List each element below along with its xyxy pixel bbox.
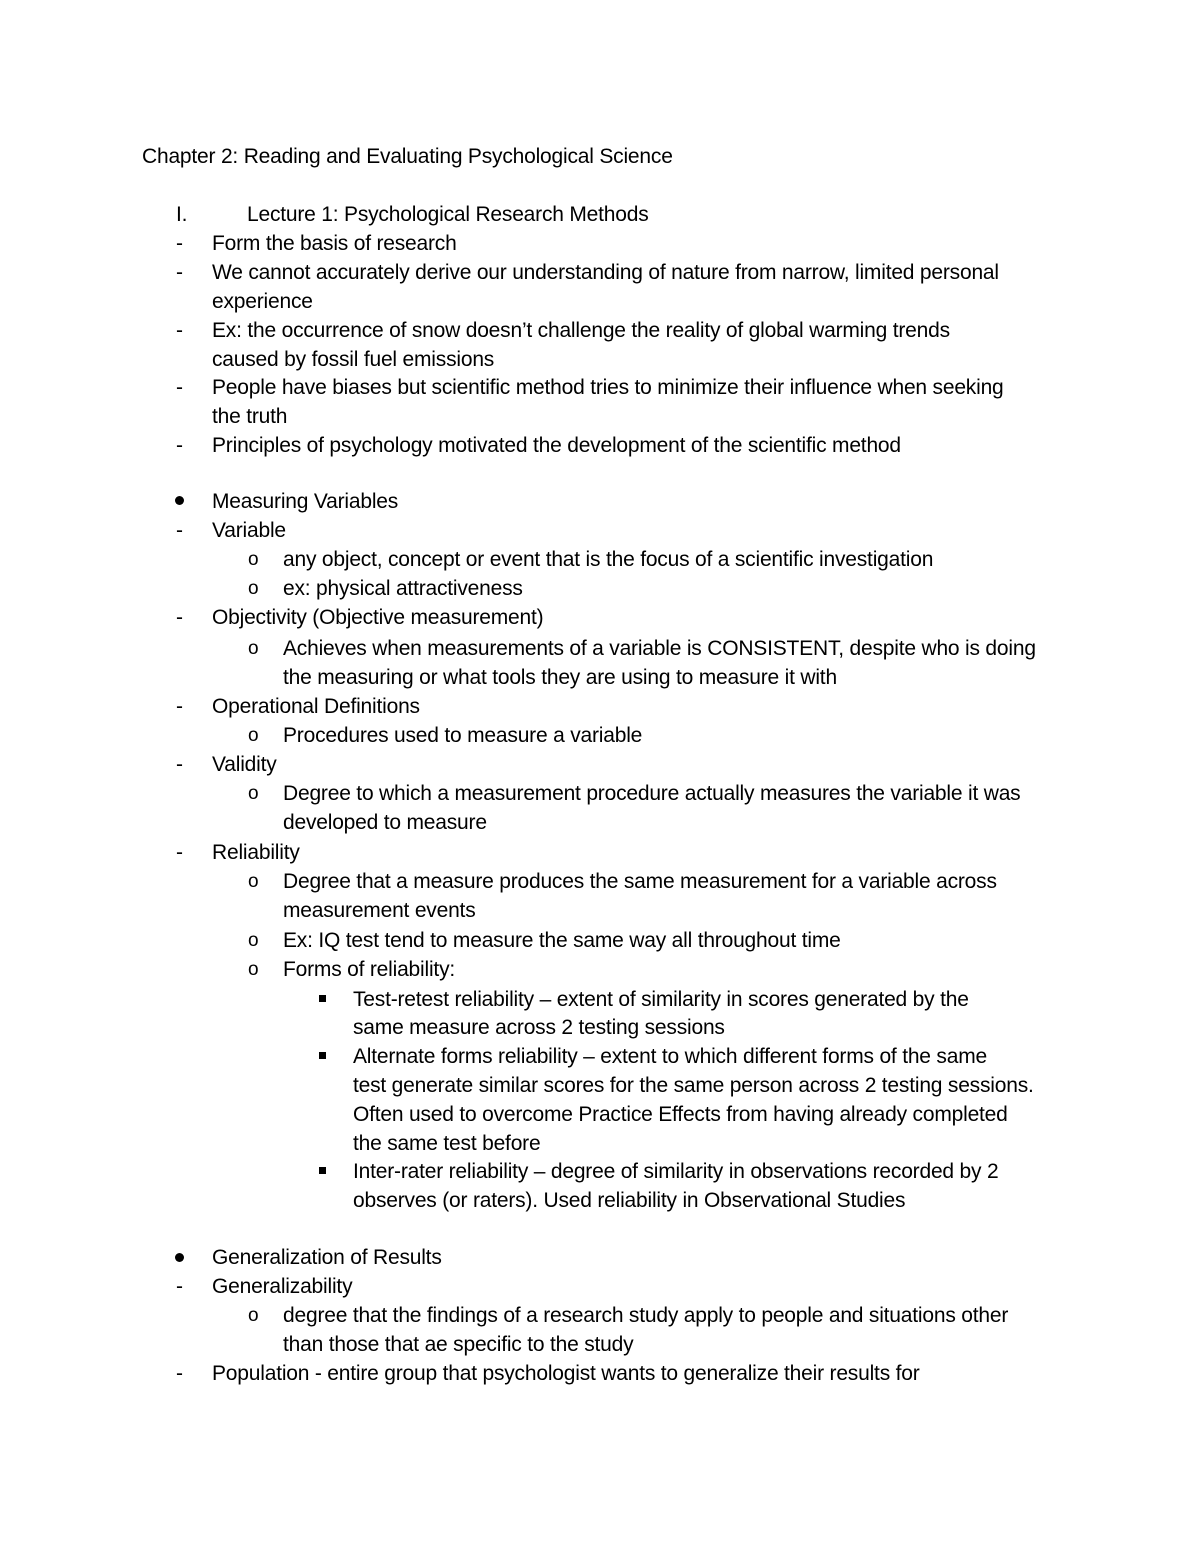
circle-bullet-icon: o <box>248 549 259 570</box>
bullet-dot-icon <box>175 1253 184 1262</box>
dash-marker: - <box>176 261 183 284</box>
dash-marker: - <box>176 753 183 776</box>
circle-bullet-icon: o <box>248 1305 259 1326</box>
list-item: Ex: the occurrence of snow doesn’t challenge the reality of global warming trends <box>212 319 950 342</box>
nested-item-continuation: the same test before <box>353 1132 541 1155</box>
dash-marker: - <box>176 606 183 629</box>
nested-item: Test-retest reliability – extent of similarity in scores generated by the <box>353 988 969 1011</box>
circle-bullet-icon: o <box>248 930 259 951</box>
nested-item-continuation: test generate similar scores for the same person across 2 testing sessions. <box>353 1074 1034 1097</box>
sub-item: any object, concept or event that is the focus of a scientific investigation <box>283 548 934 571</box>
circle-bullet-icon: o <box>248 578 259 599</box>
dash-marker: - <box>176 841 183 864</box>
list-item-continuation: experience <box>212 290 313 313</box>
sub-item: ex: physical attractiveness <box>283 577 523 600</box>
sub-item-continuation: than those that ae specific to the study <box>283 1333 634 1356</box>
sub-item-continuation: developed to measure <box>283 811 487 834</box>
dash-marker: - <box>176 519 183 542</box>
dash-marker: - <box>176 1275 183 1298</box>
dash-marker: - <box>176 232 183 255</box>
sub-item: Ex: IQ test tend to measure the same way all throughout time <box>283 929 841 952</box>
list-item: Generalizability <box>212 1275 353 1298</box>
nested-item-continuation: observes (or raters). Used reliability in Observational Studies <box>353 1189 906 1212</box>
nested-item-continuation: Often used to overcome Practice Effects from having already completed <box>353 1103 1008 1126</box>
nested-item: Inter-rater reliability – degree of similarity in observations recorded by 2 <box>353 1160 999 1183</box>
section-heading-generalization: Generalization of Results <box>212 1246 442 1269</box>
list-item: Form the basis of research <box>212 232 457 255</box>
circle-bullet-icon: o <box>248 783 259 804</box>
circle-bullet-icon: o <box>248 959 259 980</box>
list-item: Variable <box>212 519 286 542</box>
nested-item-continuation: same measure across 2 testing sessions <box>353 1016 725 1039</box>
sub-item: Procedures used to measure a variable <box>283 724 643 747</box>
list-item: Operational Definitions <box>212 695 420 718</box>
sub-item: degree that the findings of a research study apply to people and situations other <box>283 1304 1009 1327</box>
list-item-continuation: caused by fossil fuel emissions <box>212 348 495 371</box>
section-heading-measuring: Measuring Variables <box>212 490 399 513</box>
list-item: We cannot accurately derive our understanding of nature from narrow, limited personal <box>212 261 999 284</box>
section-numeral: I. <box>176 203 188 226</box>
sub-item-continuation: the measuring or what tools they are using to measure it with <box>283 666 837 689</box>
sub-item: Degree that a measure produces the same measurement for a variable across <box>283 870 997 893</box>
list-item: People have biases but scientific method tries to minimize their influence when seeking <box>212 376 1004 399</box>
dash-marker: - <box>176 376 183 399</box>
list-item: Principles of psychology motivated the development of the scientific method <box>212 434 901 457</box>
square-bullet-icon <box>319 1052 326 1059</box>
sub-item-continuation: measurement events <box>283 899 476 922</box>
sub-item: Forms of reliability: <box>283 958 456 981</box>
sub-item: Degree to which a measurement procedure actually measures the variable it was <box>283 782 1021 805</box>
square-bullet-icon <box>319 995 326 1002</box>
circle-bullet-icon: o <box>248 871 259 892</box>
sub-item: Achieves when measurements of a variable is CONSISTENT, despite who is doing <box>283 637 1036 660</box>
page-title: Chapter 2: Reading and Evaluating Psychological Science <box>142 145 673 168</box>
section-title: Lecture 1: Psychological Research Methods <box>247 203 649 226</box>
dash-marker: - <box>176 695 183 718</box>
dash-marker: - <box>176 434 183 457</box>
nested-item: Alternate forms reliability – extent to which different forms of the same <box>353 1045 987 1068</box>
bullet-dot-icon <box>175 496 184 505</box>
list-item: Reliability <box>212 841 300 864</box>
dash-marker: - <box>176 1362 183 1385</box>
circle-bullet-icon: o <box>248 725 259 746</box>
dash-marker: - <box>176 319 183 342</box>
circle-bullet-icon: o <box>248 638 259 659</box>
square-bullet-icon <box>319 1167 326 1174</box>
list-item-continuation: the truth <box>212 405 288 428</box>
list-item: Population - entire group that psychologist wants to generalize their results for <box>212 1362 920 1385</box>
list-item: Validity <box>212 753 277 776</box>
list-item: Objectivity (Objective measurement) <box>212 606 544 629</box>
